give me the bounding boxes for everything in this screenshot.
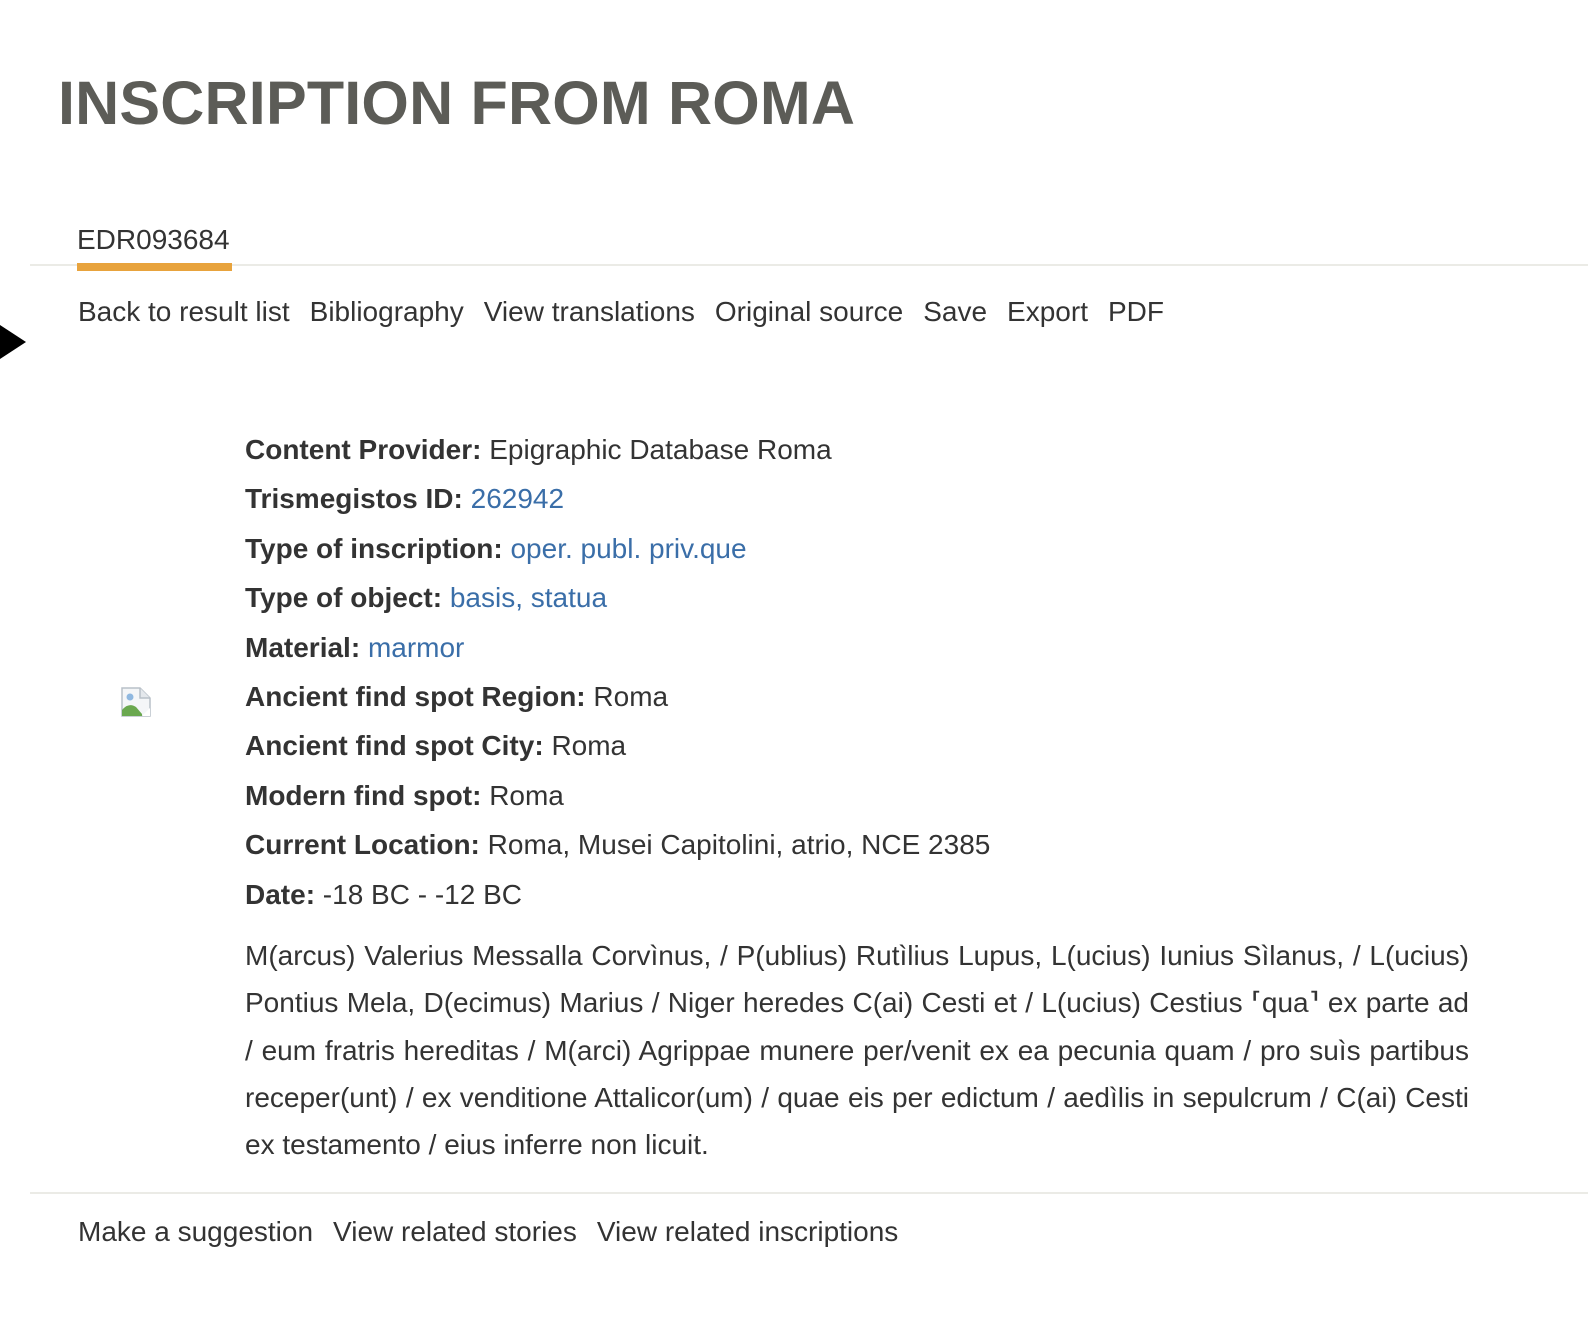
- footer-divider: [30, 1192, 1588, 1194]
- material-label: Material:: [245, 631, 361, 663]
- pdf-link[interactable]: PDF: [1107, 296, 1164, 327]
- modern-find-spot-value: Roma: [489, 779, 564, 811]
- ancient-region-label: Ancient find spot Region:: [245, 681, 586, 713]
- trismegistos-id-row: [245, 474, 990, 523]
- make-a-suggestion-link[interactable]: Make a suggestion: [78, 1216, 314, 1247]
- material-link[interactable]: marmor: [367, 631, 465, 663]
- type-of-inscription-row: [245, 524, 990, 573]
- content-provider-value: Epigraphic Database Roma: [489, 434, 832, 465]
- type-of-object-row: [245, 573, 990, 622]
- trismegistos-id-label: Trismegistos ID:: [245, 483, 463, 515]
- view-related-stories-link[interactable]: View related stories: [333, 1216, 577, 1247]
- current-location-value: Roma, Musei Capitolini, atrio, NCE 2385: [487, 829, 991, 861]
- type-of-object-link[interactable]: basis, statua: [449, 582, 608, 614]
- ancient-region-value: Roma: [593, 681, 669, 713]
- broken-image-icon[interactable]: [120, 686, 152, 718]
- modern-find-spot-label: Modern find spot:: [245, 779, 482, 811]
- inscription-text: M(arcus) Valerius Messalla Corvìnus, / P(ublius) Rutìlius Lupus, L(ucius) Iunius Sìlanus, / L(ucius) Pontius Mela, D(ecimus) Marius / Niger heredes C(ai) Cesti et / L(ucius) Cestius ⸢qua⸣ ex parte ad / eum fratris hereditas / M(arci) Agrippae munere per/venit ex ea pecunia quam / pro suìs partibus receper(unt) / ex venditione Attalicor(um) / quae eis per edictum / aedìlis in sepulcrum / C(ai) Cesti ex testamento / eius inferre non licuit.: [245, 940, 1469, 1161]
- record-tab-bar: [30, 220, 1588, 266]
- current-location-row: [245, 820, 990, 869]
- expand-arrow-icon[interactable]: [0, 325, 26, 359]
- content-provider-label: Content Provider:: [245, 434, 482, 465]
- date-value: -18 BC - -12 BC: [322, 878, 522, 910]
- type-of-object-label: Type of object:: [245, 582, 443, 614]
- export-link[interactable]: Export: [1007, 296, 1088, 327]
- ancient-region-row: [245, 672, 990, 721]
- view-related-inscriptions-link[interactable]: View related inscriptions: [596, 1216, 899, 1247]
- view-translations-link[interactable]: View translations: [483, 296, 695, 327]
- type-of-inscription-label: Type of inscription:: [245, 532, 503, 564]
- modern-find-spot-row: [245, 771, 990, 820]
- ancient-city-value: Roma: [551, 730, 627, 762]
- ancient-city-row: [245, 721, 990, 770]
- tab-record-id[interactable]: EDR093684: [77, 220, 232, 271]
- date-row: [245, 870, 990, 919]
- content-provider-row: [245, 425, 990, 474]
- inscription-metadata: [245, 425, 990, 919]
- type-of-inscription-link[interactable]: oper. publ. priv.que: [510, 532, 747, 564]
- current-location-label: Current Location:: [245, 829, 480, 861]
- bibliography-link[interactable]: Bibliography: [309, 296, 464, 327]
- original-source-link[interactable]: Original source: [714, 296, 904, 327]
- record-actions: [78, 296, 1164, 328]
- date-label: Date:: [245, 878, 316, 910]
- trismegistos-id-link[interactable]: 262942: [470, 483, 565, 515]
- page-title: INSCRIPTION FROM ROMA: [58, 69, 856, 137]
- footer-links: [78, 1216, 898, 1248]
- ancient-city-label: Ancient find spot City:: [245, 730, 544, 762]
- back-to-result-list-link[interactable]: Back to result list: [78, 296, 290, 327]
- save-link[interactable]: Save: [923, 296, 988, 327]
- material-row: [245, 623, 990, 672]
